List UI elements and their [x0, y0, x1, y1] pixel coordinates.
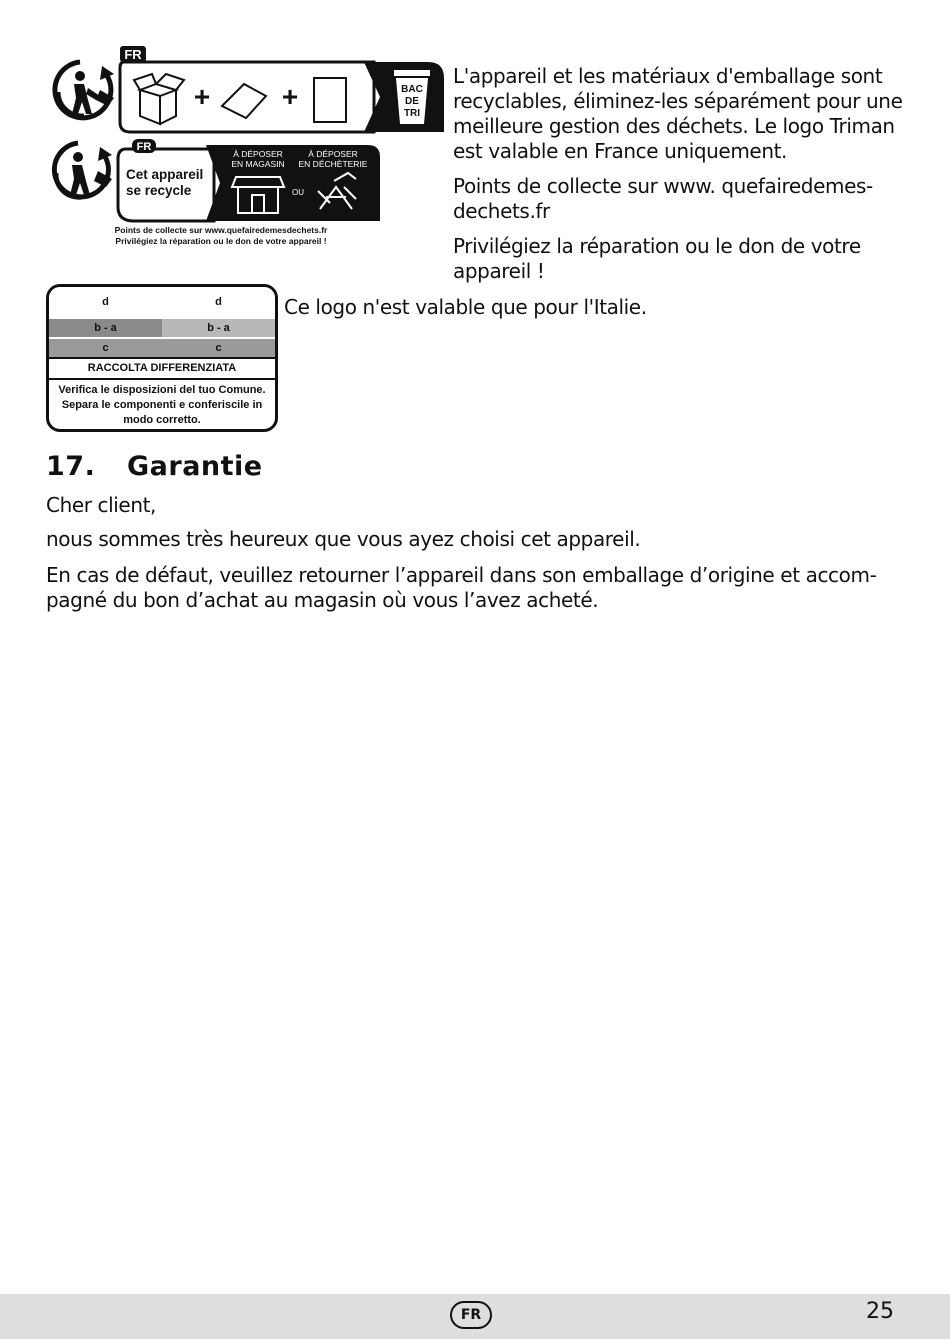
- triman-main-label-line2: se recycle: [126, 183, 192, 198]
- guarantee-paragraph-2-line1: En cas de défaut, veuillez retourner l’appareil dans son emballage d’origine et accom-: [46, 563, 877, 587]
- triman-logo-bottom: [44, 137, 384, 249]
- italy-note-line3: modo corretto.: [123, 414, 201, 426]
- italy-row-1: [49, 287, 275, 317]
- italy-row-3: [49, 337, 275, 357]
- store-label-line2: EN MAGASIN: [231, 159, 285, 169]
- italy-note-line2: Separa le componenti e conferiscile in: [61, 399, 263, 411]
- recycling-paragraph-2: Points de collecte sur www. quefairedemes-dechets.fr: [453, 174, 873, 223]
- section-number: 17.: [46, 451, 96, 482]
- triman-person-icon: [55, 62, 114, 118]
- triman-footnote-line1: Points de collecte sur www.quefairedemesdechets.fr: [114, 225, 328, 235]
- greeting: Cher client,: [46, 493, 157, 517]
- triman-packaging-graphic: [44, 44, 446, 136]
- guarantee-paragraph-2-line2: pagné du bon d’achat au magasin où vous l’avez acheté.: [46, 588, 599, 612]
- italy-note: [49, 380, 275, 428]
- paper-icon: [314, 78, 346, 122]
- italy-cell: d: [215, 296, 222, 308]
- section-title: Garantie: [127, 451, 263, 482]
- page-number: 25: [866, 1299, 894, 1324]
- guarantee-paragraph-2: [46, 563, 916, 613]
- triman-device-graphic: [44, 137, 384, 249]
- triman-main-label-line1: Cet appareil: [126, 167, 204, 182]
- italy-note-line1: Verifica le disposizioni del tuo Comune.: [58, 384, 266, 396]
- bin-label-line1: BAC: [401, 84, 423, 95]
- plus-sign-2: +: [281, 81, 299, 112]
- italy-cell: b - a: [162, 319, 275, 337]
- recycling-paragraph-3: Privilégiez la réparation ou le don de votre appareil !: [453, 234, 861, 283]
- italy-cell: d: [102, 296, 109, 308]
- italy-title: RACCOLTA DIFFERENZIATA: [49, 357, 275, 380]
- bin-label-line2: DE: [405, 96, 419, 107]
- italy-cell: c: [162, 339, 275, 357]
- sorting-bin-icon: [394, 70, 430, 124]
- recycling-paragraph-1: L'appareil et les matériaux d'emballage sont recyclables, éliminez-les séparément pour une meilleure gestion des déchets. Le logo Triman est valable en France uniquement.: [453, 64, 903, 163]
- page-footer: [0, 1294, 950, 1339]
- triman-bottom-badge: FR: [136, 141, 152, 153]
- plus-sign-1: +: [193, 81, 211, 112]
- triman-top-badge: FR: [124, 47, 142, 62]
- italy-row-2: [49, 317, 275, 337]
- box-icon: [134, 74, 184, 124]
- italy-caption: Ce logo n'est valable que pour l'Italie.: [284, 295, 647, 319]
- section-heading: [46, 451, 646, 487]
- italy-cell: b - a: [49, 319, 162, 337]
- guarantee-paragraph-1: nous sommes très heureux que vous ayez choisi cet appareil.: [46, 527, 641, 551]
- or-label: OU: [292, 188, 304, 197]
- bin-label-line3: TRI: [403, 108, 421, 119]
- pouch-icon: [222, 84, 266, 118]
- language-badge-label: FR: [460, 1307, 482, 1323]
- italy-cell: c: [49, 339, 162, 357]
- triman-person-icon: [54, 143, 112, 197]
- recycling-info: [453, 64, 905, 284]
- dump-label-line2: EN DÉCHÈTERIE: [298, 159, 368, 169]
- language-badge: [450, 1301, 492, 1329]
- triman-footnote-line2: Privilégiez la réparation ou le don de votre appareil !: [115, 236, 327, 246]
- dump-label-line1: À DÉPOSER: [308, 149, 358, 159]
- store-label-line1: À DÉPOSER: [233, 149, 283, 159]
- triman-logo-top: [44, 44, 446, 136]
- italy-recycling-logo: [46, 284, 278, 432]
